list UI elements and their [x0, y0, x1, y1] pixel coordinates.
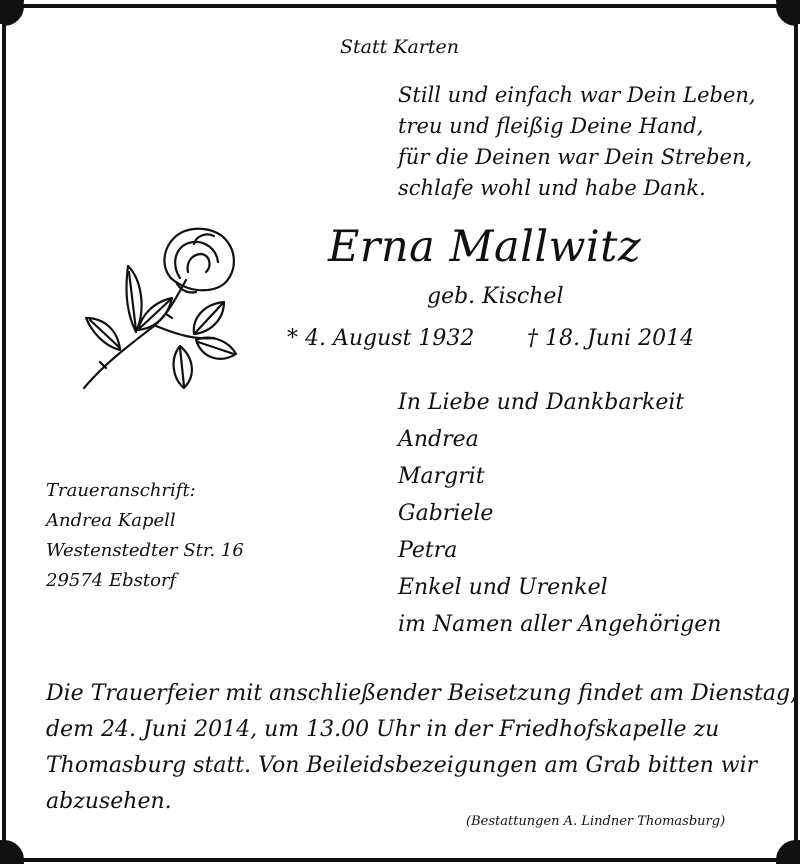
undertaker-credit: (Bestattungen A. Lindner Thomasburg)	[466, 814, 726, 829]
deceased-name: Erna Mallwitz	[328, 222, 642, 272]
mourners-list	[398, 384, 721, 643]
mourner-name: Enkel und Urenkel	[398, 575, 608, 600]
ceremony-line: Thomasburg statt. Von Beileidsbezeigungen am Grab bitten wir	[46, 753, 758, 778]
mourner-name: Margrit	[398, 464, 485, 489]
mourner-name: Andrea	[398, 427, 479, 452]
poem-line: für die Deinen war Dein Streben,	[398, 145, 753, 169]
poem-line: schlafe wohl und habe Dank.	[398, 176, 706, 200]
ceremony-line: Die Trauerfeier mit anschließender Beisetzung findet am Dienstag,	[46, 681, 798, 706]
address-label: Traueranschrift:	[46, 480, 196, 501]
mourner-name: Gabriele	[398, 501, 494, 526]
ceremony-line: abzusehen.	[46, 789, 172, 814]
maiden-name: geb. Kischel	[427, 284, 564, 309]
ceremony-text	[46, 676, 797, 820]
death-date: † 18. Juni 2014	[527, 326, 695, 351]
ceremony-line: dem 24. Juni 2014, um 13.00 Uhr in der Friedhofskapelle zu	[46, 717, 720, 742]
poem-line: Still und einfach war Dein Leben,	[398, 83, 756, 107]
address-city: 29574 Ebstorf	[46, 570, 177, 591]
rose-icon	[76, 222, 242, 394]
address-street: Westenstedter Str. 16	[46, 540, 244, 561]
birth-date: * 4. August 1932	[287, 326, 475, 351]
poem-line: treu und fleißig Deine Hand,	[398, 114, 704, 138]
address-name: Andrea Kapell	[46, 510, 176, 531]
mourning-address	[46, 476, 244, 596]
poem	[398, 80, 756, 204]
mourner-name: im Namen aller Angehörigen	[398, 612, 722, 637]
mourner-name: Petra	[398, 538, 458, 563]
statt-karten: Statt Karten	[340, 36, 460, 58]
mourners-intro: In Liebe und Dankbarkeit	[398, 390, 685, 415]
